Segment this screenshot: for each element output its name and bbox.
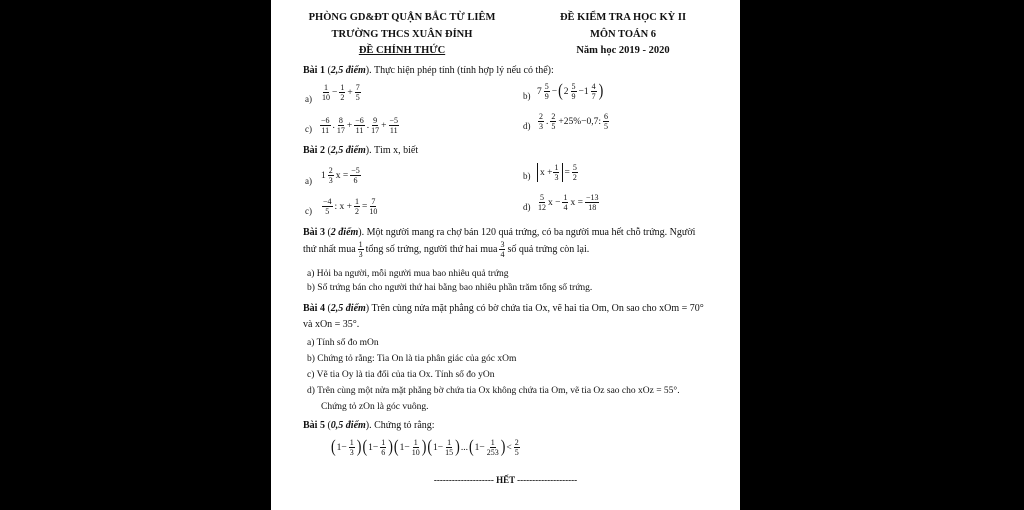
bai4-item-b: b) Chứng tỏ rằng: Tia On là tia phân giác của góc xOm — [307, 354, 517, 364]
bai4-line1: Bài 4 (2,5 điểm) Trên cùng nửa mặt phẳng có bờ chứa tia Ox, vẽ hai tia Om, On sao cho xOm = 70° — [303, 303, 704, 314]
end-marker: -------------------- HẾT -------------------- — [433, 475, 578, 485]
bai1-expr-c: −6 11 . 8 17 + −6 11 . 9 17 + −5 11 — [321, 116, 399, 135]
bai1-expr-a: 1 10 − 1 2 + 7 5 — [322, 83, 360, 102]
school-name: TRƯỜNG THCS XUÂN ĐỈNH — [331, 29, 473, 40]
bai4-item-a: a) Tính số đo mOn — [307, 338, 379, 348]
bai1-expr-d: 2 3 . 2 5 +25%−0,7: 6 5 — [539, 112, 609, 131]
bai2-heading: Bài 2 (2,5 điểm). Tìm x, biết — [303, 145, 419, 156]
bai1-heading: Bài 1 (2,5 điểm). Thực hiện phép tính (tính hợp lý nếu có thể): — [303, 65, 554, 76]
bai3-line1: Bài 3 (2 điểm). Một người mang ra chợ bán 120 quả trứng, có ba người mua hết chỗ trứng. Người — [303, 227, 696, 238]
official-label: ĐỀ CHÍNH THỨC — [358, 45, 446, 56]
bai3-item-a: a) Hỏi ba người, mỗi người mua bao nhiêu quả trứng — [307, 269, 509, 279]
bai2-expr-d: 5 12 x − 1 4 x = −13 18 — [538, 193, 599, 212]
dept-name: PHÒNG GD&ĐT QUẬN BẮC TỪ LIÊM — [308, 12, 496, 23]
bai5-heading: Bài 5 (0,5 điểm). Chứng tỏ rằng: — [303, 420, 435, 431]
bai2-expr-c: −4 5 : x + 1 2 = 7 10 — [323, 197, 378, 216]
bai1-expr-b: 7 5 9 − ( 2 5 9 −1 4 7 ) — [537, 81, 604, 101]
bai4-item-d: d) Trên cùng một nửa mặt phẳng bờ chứa tia Ox không chứa tia Om, vẽ tia Oz sao cho xOz = 55°. — [307, 386, 680, 396]
school-year: Năm học 2019 - 2020 — [576, 45, 670, 56]
bai4-item-d-cont: Chứng tỏ zOn là góc vuông. — [321, 402, 429, 412]
bai2-expr-b: x + 1 3 = 5 2 — [537, 163, 579, 182]
bai3-line2: thứ nhất mua 1 3 tổng số trứng, người thứ hai mua 3 4 số quả trứng còn lại. — [303, 240, 590, 259]
exam-page: PHÒNG GD&ĐT QUẬN BẮC TỪ LIÊM TRƯỜNG THCS XUÂN ĐỈNH ĐỀ CHÍNH THỨC ĐỀ KIỂM TRA HỌC KỲ II MÔN TOÁN 6 Năm học 2019 - 2020 Bài 1 (2,5 điểm). Thực hiện phép tính (tính hợp lý nếu có thể): a) 1 10 − 1 2 + 7 5 b) 7 5 9 − ( 2 5 9 −1 4 7 ) c) −6 11 . 8 17 + −6 11 . 9 17 + −5 11 d) 2 3 . 2 5 +25%−0,7: 6 5 Bài 2 (2,5 điểm). Tìm x, biết a) 1 2 3 x = −5 6 b) x + 1 3 = 5 2 c) −4 5 : x + 1 2 = 7 10 d) 5 12 x − 1 4 x = −13 18 Bài 3 (2 điểm). Một người mang ra chợ bán 120 quả trứng, có ba người mua hết chỗ trứng. Người thứ nhất mua 1 3 tổng số trứng, người thứ hai mua 3 4 số quả trứng còn lại. a) Hỏi ba người, mỗi người mua bao nhiêu quả trứng b) Số trứng bán cho người thứ hai bằng bao nhiêu phần trăm tổng số trứng. Bài 4 (2,5 điểm) Trên cùng nửa mặt phẳng có bờ chứa tia Ox, vẽ hai tia Om, On sao cho xOm = 70° và xOn = 35°. a) Tính số đo mOn b) Chứng tỏ rằng: Tia On là tia phân giác của góc xOm c) Vẽ tia Oy là tia đối của tia Ox. Tính số đo yOn d) Trên cùng một nửa mặt phẳng bờ chứa tia Ox không chứa tia Om, vẽ tia Oz sao cho xOz = 55°. Chứng tỏ zOn là góc vuông. Bài 5 (0,5 điểm). Chứng tỏ rằng: ( 1− 1 3 ) ( 1− 1 6 ) ( 1− 1 10 ) ( 1− 1 15 ) ... ( 1− 1 253 ) < 2 5 -------------------- HẾT -------------------- — [271, 0, 740, 510]
bai4-line2: và xOn = 35°. — [303, 319, 360, 330]
subject: MÔN TOÁN 6 — [589, 29, 657, 40]
bai4-item-c: c) Vẽ tia Oy là tia đối của tia Ox. Tính số đo yOn — [307, 370, 495, 380]
bai5-expr: ( 1− 1 3 ) ( 1− 1 6 ) ( 1− 1 10 ) ( 1− 1 15 ) ... ( 1− 1 253 ) < 2 5 — [331, 437, 519, 457]
bai3-item-b: b) Số trứng bán cho người thứ hai bằng bao nhiêu phần trăm tổng số trứng. — [307, 283, 593, 293]
bai2-expr-a: 1 2 3 x = −5 6 — [321, 166, 360, 185]
exam-title: ĐỀ KIỂM TRA HỌC KỲ II — [559, 12, 687, 23]
